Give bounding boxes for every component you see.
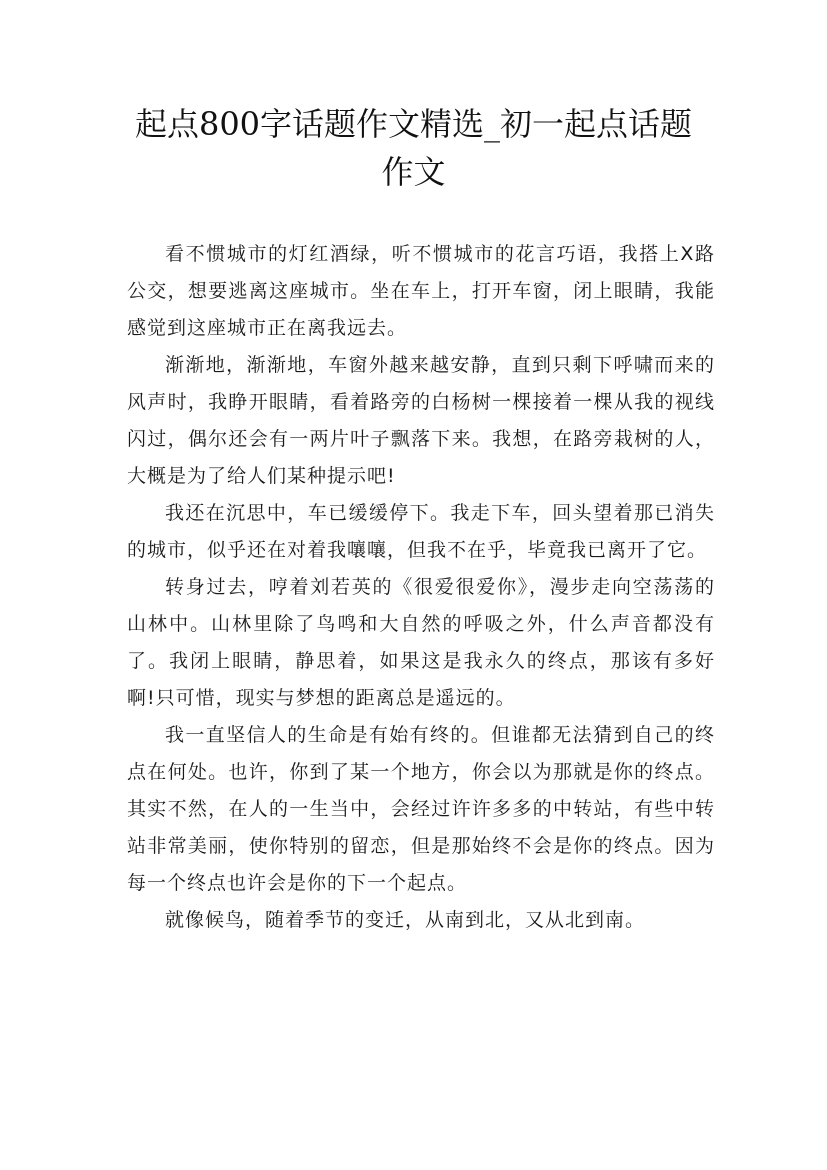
document-title: 起点800字话题作文精选_初一起点话题作文 xyxy=(134,105,693,191)
paragraph: 转身过去，哼着刘若英的《很爱很爱你》，漫步走向空荡荡的山林中。山林里除了鸟鸣和大自然的呼吸之外，什么声音都没有了。我闭上眼睛，静思着，如果这是我永久的终点，那该有多好啊!只可惜，现实与梦想的距离总是遥远的。 xyxy=(127,576,715,709)
paragraph: 看不惯城市的灯红酒绿，听不惯城市的花言巧语，我搭上X路公交，想要逃离这座城市。坐在车上，打开车窗，闭上眼睛，我能感觉到这座城市正在离我远去。 xyxy=(127,243,715,339)
paragraph: 就像候鸟，随着季节的变迁，从南到北，又从北到南。 xyxy=(165,909,646,931)
paragraph: 我一直坚信人的生命是有始有终的。但谁都无法猜到自己的终点在何处。也许，你到了某一个地方，你会以为那就是你的终点。其实不然，在人的一生当中，会经过许许多多的中转站，有些中转站非常美丽，使你特别的留恋，但是那始终不会是你的终点。因为每一个终点也许会是你的下一个起点。 xyxy=(127,724,715,894)
paragraph: 渐渐地，渐渐地，车窗外越来越安静，直到只剩下呼啸而来的风声时，我睁开眼睛，看着路旁的白杨树一棵接着一棵从我的视线闪过，偶尔还会有一两片叶子飘落下来。我想，在路旁栽树的人，大概是为了给人们某种提示吧! xyxy=(127,354,715,487)
paragraph: 我还在沉思中，车已缓缓停下。我走下车，回头望着那已消失的城市，似乎还在对着我嚷嚷，但我不在乎，毕竟我已离开了它。 xyxy=(127,502,715,561)
document-body xyxy=(127,236,715,939)
